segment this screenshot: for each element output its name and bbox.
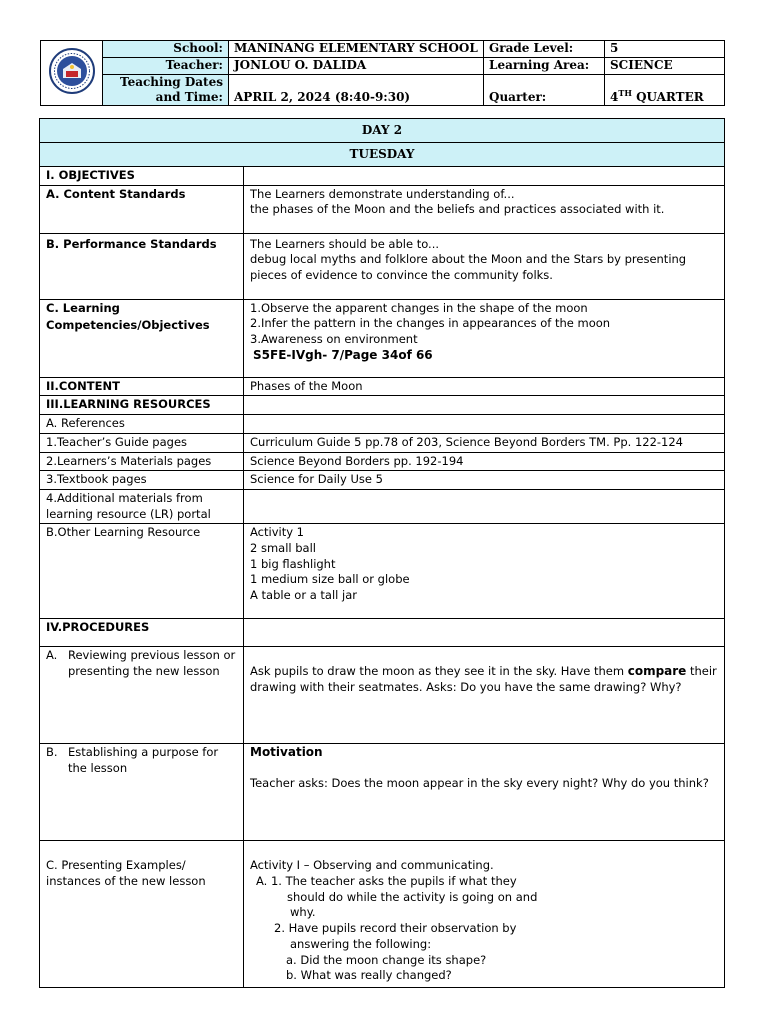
competency-1: 1.Observe the apparent changes in the shape of the moon (250, 300, 588, 315)
performance-standards-value (244, 233, 725, 299)
performance-line-1: The Learners should be able to... (250, 236, 440, 251)
procedure-c-value (244, 841, 725, 988)
content-standards-value (244, 185, 725, 233)
other-resource-item: A table or a tall jar (250, 588, 357, 603)
competencies-label: C. Learning Competencies/Objectives (40, 299, 244, 377)
other-resource-item: Activity 1 (250, 525, 304, 540)
procedure-c-line: 2. Have pupils record their observation by (274, 921, 517, 936)
header-table (40, 40, 725, 106)
area-label: Learning Area: (484, 58, 605, 75)
resources-blank (244, 396, 725, 415)
dates-value: APRIL 2, 2024 (8:40-9:30) (229, 75, 484, 106)
additional-materials-label: 4.Additional materials from learning resource (LR) portal (40, 489, 244, 523)
other-resource-item: 2 small ball (250, 541, 316, 556)
procedures-blank (244, 619, 725, 647)
weekday-label: TUESDAY (40, 143, 725, 167)
other-resource-item: 1 medium size ball or globe (250, 572, 410, 587)
deped-seal-icon (48, 47, 96, 95)
teacher-value: JONLOU O. DALIDA (229, 58, 484, 75)
procedure-c-line: a. Did the moon change its shape? (286, 952, 487, 967)
procedure-c-title: Activity I – Observing and communicating. (250, 858, 494, 873)
procedure-a-label (40, 647, 244, 744)
procedure-c-line: b. What was really changed? (286, 968, 452, 983)
school-value: MANINANG ELEMENTARY SCHOOL (229, 41, 484, 58)
procedure-a-body-2: their drawing with their seatmates. Asks: Do you have the same drawing? Why? (250, 664, 717, 695)
competency-code: S5FE-IVgh- 7/Page 34of 66 (253, 347, 433, 362)
content-line-2: the phases of the Moon and the beliefs and practices associated with it. (250, 202, 665, 217)
procedure-b-title: Motivation (250, 745, 323, 760)
lm-value: Science Beyond Borders pp. 192-194 (244, 452, 725, 471)
content-line-1: The Learners demonstrate understanding of... (250, 186, 515, 201)
procedure-a-marker: A. (46, 648, 58, 663)
competency-2: 2.Infer the pattern in the changes in appearances of the moon (250, 316, 611, 331)
competencies-value (244, 299, 725, 377)
content-heading: II.CONTENT (40, 377, 244, 396)
tb-value: Science for Daily Use 5 (244, 471, 725, 490)
procedures-heading: IV.PROCEDURES (40, 619, 244, 647)
procedure-a-value (244, 647, 725, 744)
lesson-plan-table (39, 118, 725, 988)
procedure-b-value (244, 744, 725, 841)
day-label: DAY 2 (40, 119, 725, 143)
objectives-blank (244, 167, 725, 186)
procedure-b-marker: B. (46, 745, 58, 760)
lm-label: 2.Learners’s Materials pages (40, 452, 244, 471)
content-standards-label: A. Content Standards (40, 185, 244, 233)
procedure-a-body-1: Ask pupils to draw the moon as they see it in the sky. Have them (250, 664, 628, 679)
resources-heading: III.LEARNING RESOURCES (40, 396, 244, 415)
procedure-c-line: why. (290, 905, 316, 920)
procedure-b-body: Teacher asks: Does the moon appear in the sky every night? Why do you think? (250, 776, 709, 791)
procedure-b-text: Establishing a purpose for the lesson (68, 745, 219, 776)
procedure-b-label (40, 744, 244, 841)
procedure-c-line: should do while the activity is going on and (287, 889, 538, 904)
quarter-sup: TH (618, 88, 632, 98)
area-value: SCIENCE (605, 58, 725, 75)
quarter-value (605, 75, 725, 106)
deped-seal (41, 41, 103, 106)
references-blank (244, 415, 725, 434)
other-resource-item: 1 big flashlight (250, 556, 336, 571)
other-resource-label: B.Other Learning Resource (40, 524, 244, 619)
references-label: A. References (40, 415, 244, 434)
quarter-num: 4 (610, 90, 619, 104)
school-label: School: (103, 41, 229, 58)
dates-label (103, 75, 229, 106)
performance-line-2: debug local myths and folklore about the Moon and the Stars by presenting pieces of evidence to convince the community folks. (250, 252, 687, 283)
dates-label-line1: Teaching Dates (120, 75, 223, 89)
teacher-label: Teacher: (103, 58, 229, 75)
procedure-a-text: Reviewing previous lesson or presenting the new lesson (68, 648, 236, 679)
quarter-label: Quarter: (484, 75, 605, 106)
competency-3: 3.Awareness on environment (250, 332, 418, 347)
performance-standards-label: B. Performance Standards (40, 233, 244, 299)
additional-materials-value (244, 489, 725, 523)
content-value: Phases of the Moon (244, 377, 725, 396)
objectives-heading: I. OBJECTIVES (40, 167, 244, 186)
grade-value: 5 (605, 41, 725, 58)
procedure-c-label: C. Presenting Examples/ instances of the new lesson (40, 841, 244, 988)
tb-label: 3.Textbook pages (40, 471, 244, 490)
tg-label: 1.Teacher’s Guide pages (40, 433, 244, 452)
procedure-a-bold: compare (627, 664, 687, 679)
grade-label: Grade Level: (484, 41, 605, 58)
quarter-word: QUARTER (636, 90, 704, 104)
procedure-c-line: answering the following: (290, 936, 432, 951)
other-resource-value (244, 524, 725, 619)
tg-value: Curriculum Guide 5 pp.78 of 203, Science Beyond Borders TM. Pp. 122-124 (244, 433, 725, 452)
procedure-c-line: A. 1. The teacher asks the pupils if what they (256, 874, 517, 889)
dates-label-line2: and Time: (155, 90, 223, 104)
